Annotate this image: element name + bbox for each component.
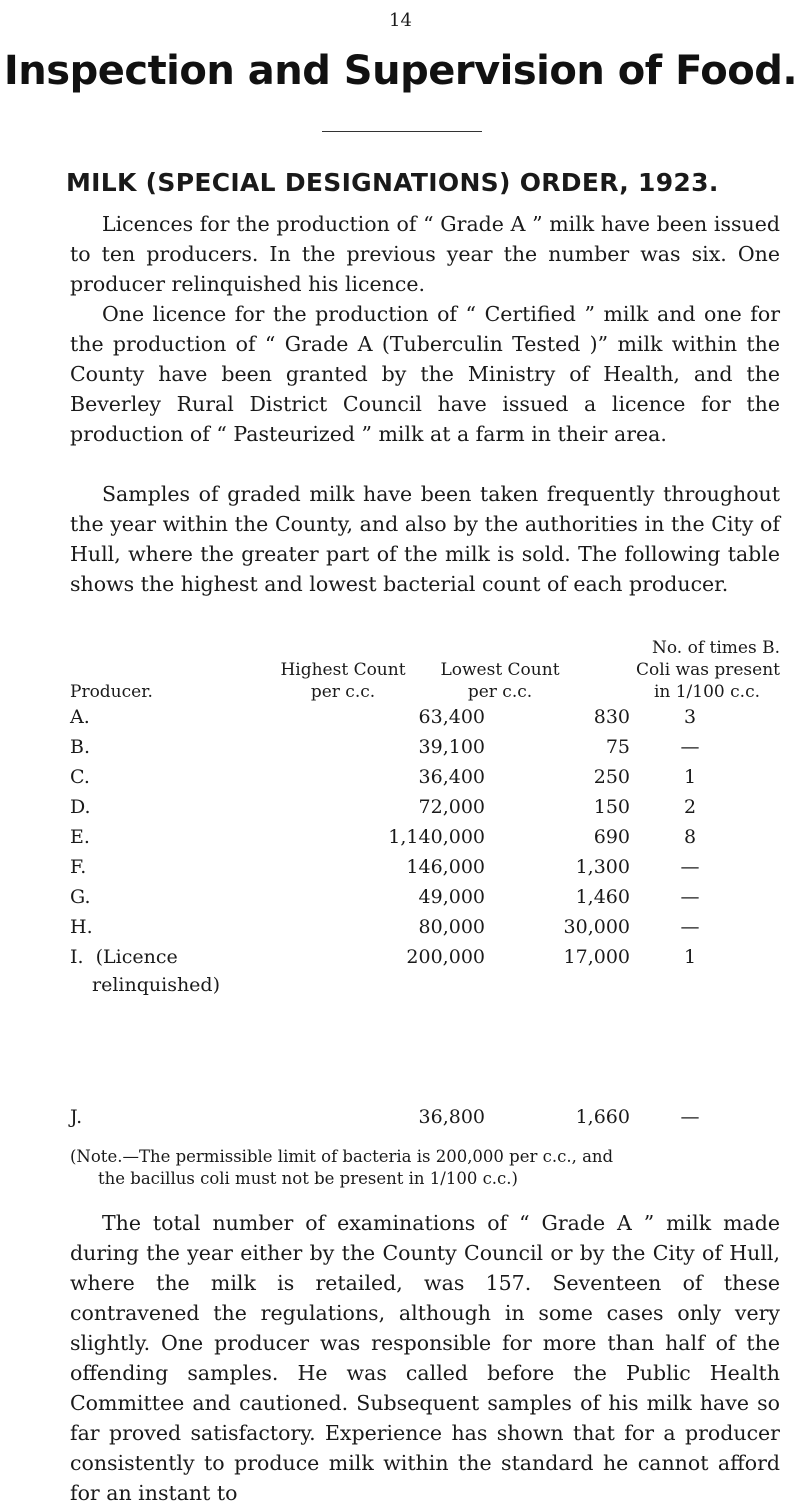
cell-producer-note: relinquished) bbox=[92, 974, 220, 996]
table-note bbox=[70, 1146, 790, 1190]
cell-lowest: 250 bbox=[593, 766, 630, 788]
cell-lowest: 17,000 bbox=[563, 946, 630, 968]
cell-producer: F. bbox=[70, 856, 87, 878]
note-line-1: (Note.—The permissible limit of bacteria is 200,000 per c.c., and bbox=[70, 1147, 614, 1166]
header-lowest-1: Lowest Count bbox=[440, 660, 560, 680]
header-coli-2: Coli was present bbox=[636, 660, 780, 680]
header-coli-3: in 1/100 c.c. bbox=[653, 682, 760, 702]
cell-producer: G. bbox=[70, 886, 91, 908]
cell-producer: J. bbox=[70, 1106, 83, 1128]
cell-highest: 146,000 bbox=[406, 856, 485, 878]
page-title: Inspection and Supervision of Food. bbox=[3, 48, 798, 94]
cell-producer: I. (Licence bbox=[70, 946, 178, 968]
page-number: 14 bbox=[389, 10, 412, 31]
cell-coli: — bbox=[680, 736, 700, 758]
cell-lowest: 30,000 bbox=[563, 916, 630, 938]
cell-coli: 3 bbox=[683, 706, 697, 728]
cell-highest: 80,000 bbox=[418, 916, 485, 938]
cell-coli: — bbox=[680, 886, 700, 908]
cell-lowest: 150 bbox=[593, 796, 630, 818]
cell-producer: B. bbox=[70, 736, 91, 758]
section-heading: MILK (SPECIAL DESIGNATIONS) ORDER, 1923. bbox=[66, 168, 719, 197]
cell-lowest: 1,300 bbox=[575, 856, 630, 878]
cell-coli: — bbox=[680, 916, 700, 938]
cell-coli: 8 bbox=[683, 826, 697, 848]
cell-lowest: 1,660 bbox=[575, 1106, 630, 1128]
paragraph-licences: Licences for the production of “ Grade A ” milk have been issued to ten producers. In the previous year the number was six. One producer relinquished his licence. bbox=[70, 212, 780, 296]
cell-producer: A. bbox=[70, 706, 90, 728]
paragraph-examinations: The total number of examinations of “ Grade A ” milk made during the year either by the County Council or by the City of Hull, where the milk is retailed, was 157. Seventeen of these contravened the regulations, although in some cases only very slightly. One producer was responsible for more than half of the offending samples. He was called before the Public Health Committee and cautioned. Subsequent samples of his milk have so far proved satisfactory. Experience has shown that for a producer consistently to produce milk within the standard he cannot afford for an instant to bbox=[70, 1211, 780, 1505]
cell-lowest: 1,460 bbox=[575, 886, 630, 908]
paragraph-samples: Samples of graded milk have been taken frequently throughout the year within the County, and also by the authorities in the City of Hull, where the greater part of the milk is sold. The following table shows the highest and lowest bacterial count of each producer. bbox=[70, 482, 780, 596]
cell-highest: 72,000 bbox=[418, 796, 485, 818]
header-highest-1: Highest Count bbox=[280, 660, 406, 680]
paragraph-certified: One licence for the production of “ Certified ” milk and one for the production of “ Grade A (Tuberculin Tested )” milk within the County have been granted by the Ministry of Health, and the Beverley Rural District Council have issued a licence for the production of “ Pasteurized ” milk at a farm in their area. bbox=[70, 302, 780, 446]
cell-coli: 1 bbox=[683, 946, 697, 968]
cell-producer: C. bbox=[70, 766, 90, 788]
header-coli-1: No. of times B. bbox=[651, 638, 780, 658]
cell-coli: — bbox=[680, 1106, 700, 1128]
cell-highest: 200,000 bbox=[406, 946, 485, 968]
cell-highest: 49,000 bbox=[418, 886, 485, 908]
cell-producer: E. bbox=[70, 826, 90, 848]
cell-highest: 1,140,000 bbox=[388, 826, 485, 848]
cell-coli: 1 bbox=[683, 766, 697, 788]
header-producer: Producer. bbox=[70, 682, 153, 702]
header-lowest-2: per c.c. bbox=[467, 682, 533, 702]
cell-highest: 63,400 bbox=[418, 706, 485, 728]
cell-lowest: 75 bbox=[605, 736, 630, 758]
header-highest-2: per c.c. bbox=[310, 682, 376, 702]
note-line-2: the bacillus coli must not be present in 1/100 c.c.) bbox=[98, 1169, 518, 1188]
cell-coli: — bbox=[680, 856, 700, 878]
cell-highest: 39,100 bbox=[418, 736, 485, 758]
title-divider bbox=[322, 131, 482, 132]
cell-producer: D. bbox=[70, 796, 91, 818]
cell-highest: 36,400 bbox=[418, 766, 485, 788]
cell-coli: 2 bbox=[683, 796, 697, 818]
cell-producer: H. bbox=[70, 916, 93, 938]
cell-highest: 36,800 bbox=[418, 1106, 485, 1128]
cell-lowest: 690 bbox=[593, 826, 630, 848]
cell-lowest: 830 bbox=[593, 706, 630, 728]
